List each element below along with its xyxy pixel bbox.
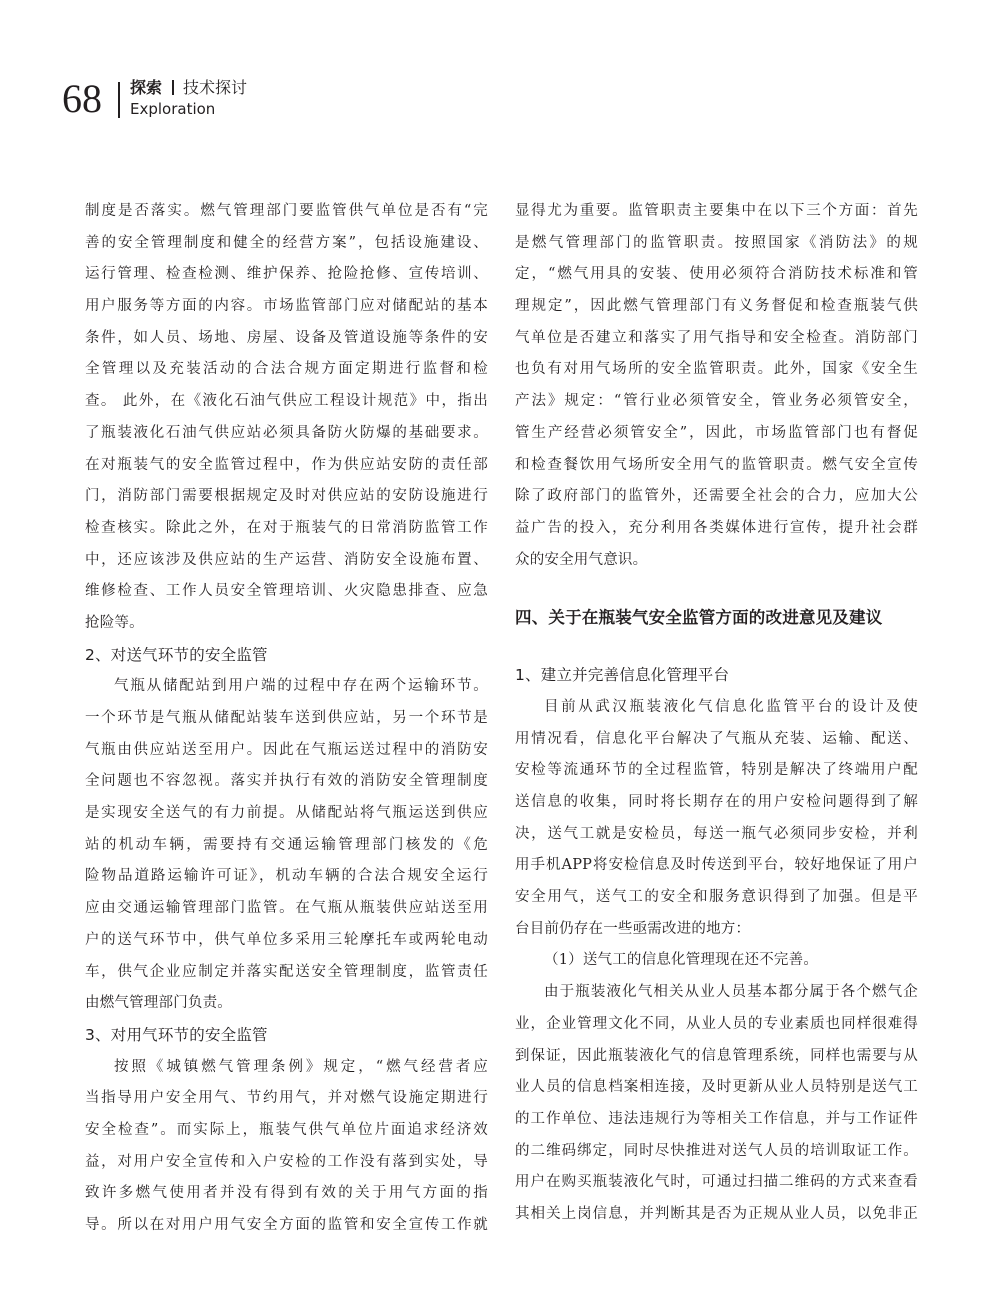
body-text-line: 是实现安全送气的有力前提。从储配站将气瓶运送到供应 — [85, 805, 488, 822]
subheading: 1、建立并完善信息化管理平台 — [515, 666, 730, 685]
body-text-line: 中，还应该涉及供应站的生产运营、消防安全设施布置、 — [85, 551, 488, 568]
body-text-line: 气单位是否建立和落实了用气指导和安全检查。消防部门 — [515, 329, 918, 346]
body-text-line: 除了政府部门的监管外，还需要全社会的合力，应加大公 — [515, 488, 918, 505]
body-text-line: 用情况看，信息化平台解决了气瓶从充装、运输、配送、 — [515, 730, 918, 747]
body-text-line: 送信息的收集，同时将长期存在的用户安检问题得到了解 — [515, 794, 918, 810]
body-text-line: 管生产经营必须管安全”，因此，市场监管部门也有督促 — [515, 424, 918, 441]
section-name: 探索 — [130, 78, 163, 97]
paragraph-spacer — [515, 638, 918, 660]
body-text-line: 众的安全用气意识。 — [515, 551, 648, 568]
body-text-line: 制度是否落实。燃气管理部门要监管供气单位是否有“完 — [85, 203, 488, 219]
body-text-line: 安检等流通环节的全过程监管，特别是解决了终端用户配 — [515, 762, 918, 779]
body-text-line: 检查核实。除此之外，在对于瓶装气的日常消防监管工作 — [85, 519, 488, 536]
body-text-line: 也负有对用气场所的安全监管职责。此外，国家《安全生 — [515, 361, 918, 378]
body-text-line: 全管理以及充装活动的合法合规方面定期进行监督和检 — [85, 361, 488, 378]
body-text-line: 门，消防部门需要根据规定及时对供应站的安防设施进行 — [85, 488, 488, 505]
section-title — [130, 78, 247, 98]
body-text-line: 站的机动车辆，需要持有交通运输管理部门核发的《危 — [85, 836, 488, 853]
subheading: 2、对送气环节的安全监管 — [85, 645, 268, 664]
body-text-line: 查。 此外，在《液化石油气供应工程设计规范》中，指出 — [85, 393, 488, 410]
body-text-line: 维修检查、工作人员安全管理培训、火灾隐患排查、应急 — [85, 583, 488, 600]
body-text-line: 显得尤为重要。监管职责主要集中在以下三个方面：首先 — [515, 203, 918, 219]
header-divider — [118, 82, 120, 118]
body-text-line: 用手机APP将安检信息及时传送到平台，较好地保证了用户 — [515, 857, 918, 874]
body-text-line: 运行管理、检查检测、维护保养、抢险抢修、宣传培训、 — [85, 266, 488, 283]
body-text-line: 应由交通运输管理部门监管。在气瓶从瓶装供应站送至用 — [85, 900, 488, 917]
body-text-line: 安全检查”。而实际上，瓶装气供气单位片面追求经济效 — [85, 1121, 488, 1138]
body-text-line: 的工作单位、违法违规行为等相关工作信息，并与工作证件 — [515, 1110, 918, 1127]
body-text-line: 致许多燃气使用者并没有得到有效的关于用气方面的指 — [85, 1185, 488, 1202]
subheading: 3、对用气环节的安全监管 — [85, 1025, 268, 1044]
body-text-line: 定，“燃气用具的安装、使用必须符合消防技术标准和管 — [515, 266, 918, 283]
section-heading: 四、关于在瓶装气安全监管方面的改进意见及建议 — [515, 608, 883, 628]
list-item: （1）送气工的信息化管理现在还不完善。 — [544, 952, 819, 969]
body-text-line: 益广告的投入，充分利用各类媒体进行宣传，提升社会群 — [515, 519, 918, 536]
body-text-line: 在对瓶装气的安全监管过程中，作为供应站安防的责任部 — [85, 456, 488, 473]
body-text-line: 用户在购买瓶装液化气时，可通过扫描二维码的方式来查看 — [515, 1174, 918, 1191]
body-text-line: 业人员的信息档案相连接，及时更新从业人员特别是送气工 — [515, 1079, 918, 1096]
subsection-name: 技术探讨 — [183, 78, 248, 97]
body-text-line: 其相关上岗信息，并判断其是否为正规从业人员，以免非正 — [515, 1205, 918, 1222]
body-text-line: 当指导用户安全用气、节约用气，并对燃气设施定期进行 — [85, 1090, 488, 1107]
body-text-line: 目前从武汉瓶装液化气信息化监管平台的设计及使 — [544, 698, 918, 715]
body-text-line: 户的送气环节中，供气单位多采用三轮摩托车或两轮电动 — [85, 931, 488, 948]
body-text-line: 善的安全管理制度和健全的经营方案”，包括设施建设、 — [85, 234, 488, 251]
paragraph-spacer — [515, 576, 918, 598]
body-text-line: 车，供气企业应制定并落实配送安全管理制度，监管责任 — [85, 963, 488, 980]
body-text-line: 到保证，因此瓶装液化气的信息管理系统，同样也需要与从 — [515, 1047, 918, 1064]
body-text-line: 由于瓶装液化气相关从业人员基本都分属于各个燃气企 — [544, 984, 918, 1001]
body-text-line: 全问题也不容忽视。落实并执行有效的消防安全管理制度 — [85, 773, 488, 790]
body-text-line: 安全用气，送气工的安全和服务意识得到了加强。但是平 — [515, 889, 918, 906]
body-text-line: 是燃气管理部门的监管职责。按照国家《消防法》的规 — [515, 234, 918, 251]
section-separator — [172, 80, 174, 95]
body-text-line: 和检查餐饮用气场所安全用气的监管职责。燃气安全宣传 — [515, 456, 918, 473]
body-text-line: 由燃气管理部门负责。 — [85, 995, 232, 1012]
body-text-line: 条件，如人员、场地、房屋、设备及管道设施等条件的安 — [85, 329, 488, 346]
body-text-line: 气瓶从储配站到用户端的过程中存在两个运输环节。 — [114, 678, 488, 695]
body-text-line: 益，对用户安全宣传和入户安检的工作没有落到实处，导 — [85, 1153, 488, 1170]
body-text-line: 决，送气工就是安检员，每送一瓶气必须同步安检，并利 — [515, 825, 918, 842]
body-text-line: 险物品道路运输许可证》，机动车辆的合法合规安全运行 — [85, 868, 488, 885]
body-text-line: 按照《城镇燃气管理条例》规定，“燃气经营者应 — [114, 1058, 488, 1075]
body-text-line: 的二维码绑定，同时尽快推进对送气人员的培训取证工作。 — [515, 1142, 918, 1159]
body-text-line: 了瓶装液化石油气供应站必须具备防火防爆的基础要求。 — [85, 424, 488, 441]
left-column — [85, 196, 488, 1242]
body-text-line: 台目前仍存在一些亟需改进的地方： — [515, 920, 751, 937]
body-text-line: 业，企业管理文化不同，从业人员的专业素质也同样很难得 — [515, 1015, 918, 1032]
body-text-line: 用户服务等方面的内容。市场监管部门应对储配站的基本 — [85, 298, 488, 315]
body-text-line: 导。所以在对用户用气安全方面的监管和安全宣传工作就 — [85, 1217, 488, 1233]
body-text-line: 一个环节是气瓶从储配站装车送到供应站，另一个环节是 — [85, 710, 488, 726]
page-number: 68 — [62, 76, 102, 121]
body-text-line: 产法》规定：“管行业必须管安全，管业务必须管安全， — [515, 393, 918, 410]
right-column — [515, 196, 918, 1231]
body-text-line: 气瓶由供应站送至用户。因此在气瓶运送过程中的消防安 — [85, 741, 488, 758]
section-name-english: Exploration — [130, 100, 216, 118]
body-text-line: 抢险等。 — [85, 614, 144, 631]
body-text-line: 理规定”，因此燃气管理部门有义务督促和检查瓶装气供 — [515, 298, 918, 315]
